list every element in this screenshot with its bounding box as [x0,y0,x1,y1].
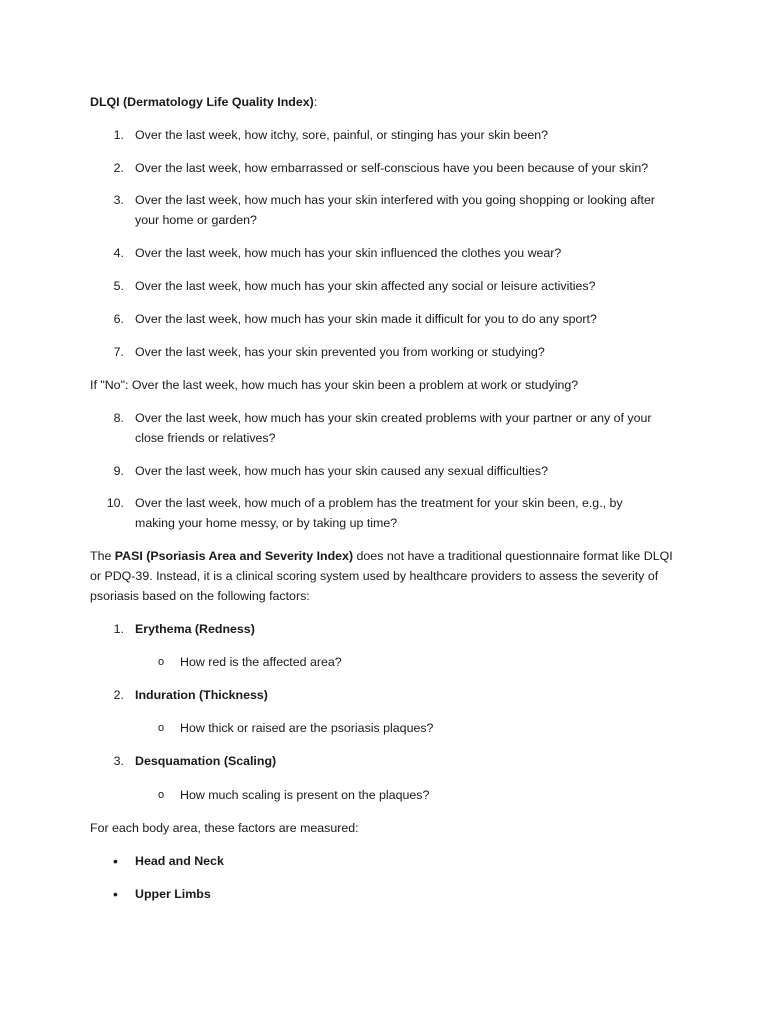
list-item-number: 7. [113,345,124,359]
list-item-text: Over the last week, how much has your skin caused any sexual difficulties? [135,464,548,478]
list-item-text: Over the last week, how much has your skin affected any social or leisure activities? [135,279,596,293]
factor-title: Desquamation (Scaling) [135,754,277,768]
sub-bullet-marker: o [158,789,165,801]
body-area-label: Upper Limbs [135,887,211,901]
list-item-text: Over the last week, how much has your skin made it difficult for you to do any sport? [135,312,597,326]
pasi-intro-bold: PASI (Psoriasis Area and Severity Index) [114,549,354,563]
list-item-number: 9. [113,464,124,478]
factor-title: Induration (Thickness) [135,688,268,702]
sub-bullet-marker: o [158,722,165,734]
list-item-text: Over the last week, how embarrassed or self-conscious have you been because of your skin? [135,161,649,175]
factor-title: Erythema (Redness) [135,622,255,636]
list-item-number: 2. [113,688,124,702]
list-item-text: Over the last week, how much has your skin influenced the clothes you wear? [135,246,562,260]
body-area-label: Head and Neck [135,854,224,868]
list-item-text: Over the last week, has your skin prevented you from working or studying? [135,345,545,359]
dlqi-heading-colon: : [313,95,318,109]
list-item-number: 5. [113,279,124,293]
list-item-text: Over the last week, how much of a problem has the treatment for your skin been, e.g., by making your home messy, or by taking up time? [135,496,623,530]
bullet-marker: • [113,886,118,902]
list-item-number: 10. [106,496,124,510]
list-item-number: 1. [113,622,124,636]
factor-question: How thick or raised are the psoriasis plaques? [180,721,434,735]
list-item-text: Over the last week, how much has your skin interfered with you going shopping or looking after your home or garden? [135,193,655,227]
list-item-number: 3. [113,193,124,207]
list-item-number: 4. [113,246,124,260]
sub-bullet-marker: o [158,656,165,668]
list-item-number: 6. [113,312,124,326]
dlqi-if-no-question: If "No": Over the last week, how much has your skin been a problem at work or studying? [90,378,579,392]
body-area-intro: For each body area, these factors are measured: [90,821,359,835]
dlqi-heading-title: DLQI (Dermatology Life Quality Index) [90,95,314,109]
list-item-number: 1. [113,128,124,142]
list-item-text: Over the last week, how itchy, sore, painful, or stinging has your skin been? [135,128,549,142]
factor-question: How red is the affected area? [180,655,342,669]
list-item-number: 8. [113,411,124,425]
bullet-marker: • [113,853,118,869]
pasi-intro-prefix: The [90,549,115,563]
list-item-number: 3. [113,754,124,768]
factor-question: How much scaling is present on the plaques? [180,788,430,802]
list-item-text: Over the last week, how much has your skin created problems with your partner or any of your close friends or relatives? [135,411,652,445]
dlqi-heading [90,92,317,112]
pasi-intro-rest: does not have a traditional questionnaire format like DLQI or PDQ-39. Instead, it is a clinical scoring system used by healthcare providers to assess the severity of psoriasis based on the following factors: [90,549,673,603]
pasi-intro-paragraph [90,546,680,606]
list-item-number: 2. [113,161,124,175]
